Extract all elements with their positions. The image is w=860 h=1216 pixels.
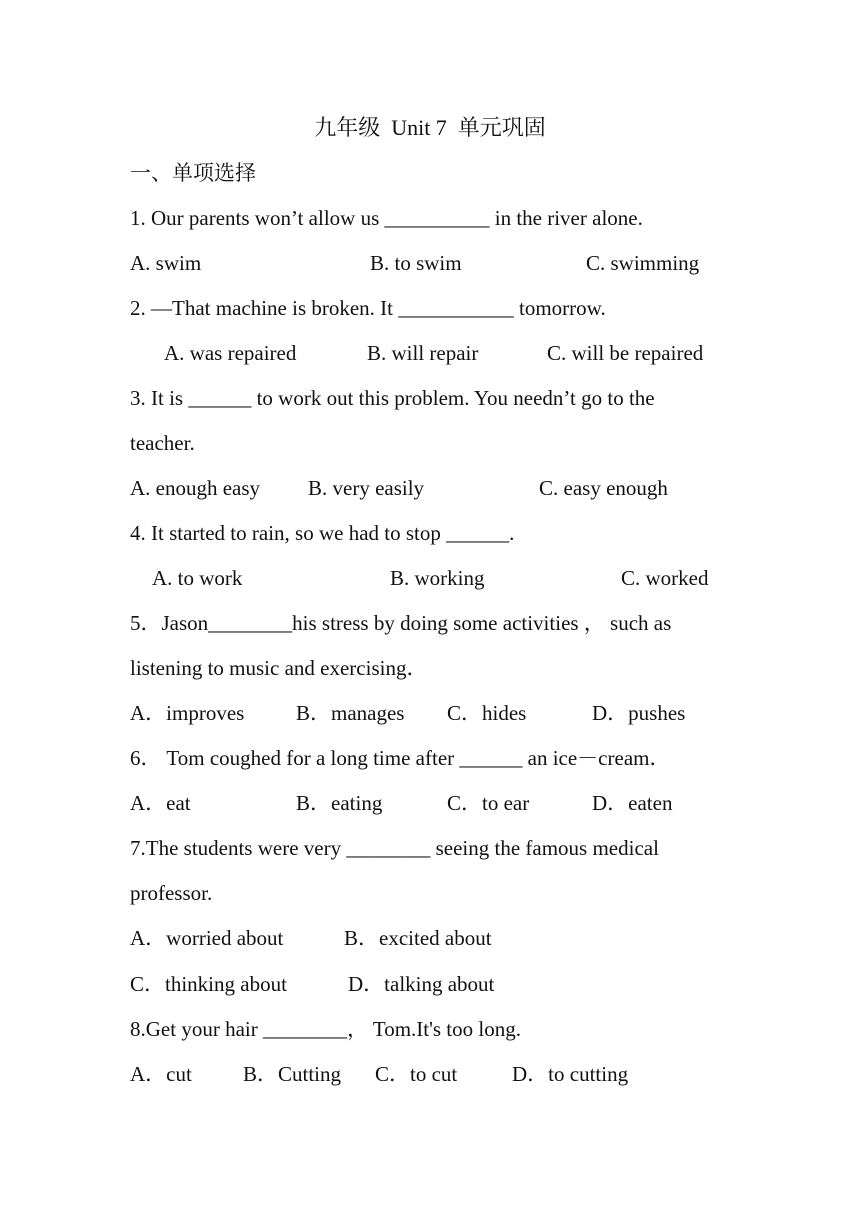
option-d: D．pushes: [592, 701, 686, 725]
option-a: A．improves: [130, 701, 245, 725]
section-heading: 一、单项选择: [130, 161, 256, 185]
option-b: B. working: [390, 566, 485, 590]
question-4-stem: 4. It started to rain, so we had to stop ______.: [130, 521, 515, 545]
question-7-stem-cont: professor.: [130, 881, 213, 905]
option-c: C．to ear: [447, 791, 530, 815]
option-a: A. was repaired: [164, 341, 297, 365]
option-c: C. swimming: [586, 251, 700, 275]
option-b: B. will repair: [367, 341, 479, 365]
option-c: C. will be repaired: [547, 341, 704, 365]
option-d: D．talking about: [348, 972, 495, 996]
document-title: 九年级 Unit 7 单元巩固: [314, 115, 546, 140]
option-d: D．to cutting: [512, 1062, 629, 1086]
option-d: D．eaten: [592, 791, 673, 815]
option-a: A．eat: [130, 791, 191, 815]
option-b: B．Cutting: [243, 1062, 342, 1086]
option-b: B. very easily: [308, 476, 425, 500]
question-5-stem-cont: listening to music and exercising．: [130, 656, 428, 680]
option-b: B. to swim: [370, 251, 462, 275]
question-7-stem: 7.The students were very ________ seeing the famous medical: [130, 836, 659, 860]
option-b: B．eating: [296, 791, 383, 815]
question-6-stem: 6． Tom coughed for a long time after ______ an ice－cream．: [130, 746, 671, 770]
option-b: B．excited about: [344, 926, 492, 950]
option-a: A. to work: [152, 566, 243, 590]
option-c: C. worked: [621, 566, 709, 590]
question-3-stem: 3. It is ______ to work out this problem. You needn’t go to the: [130, 386, 655, 410]
question-1-stem: 1. Our parents won’t allow us __________ in the river alone.: [130, 206, 643, 230]
option-b: B．manages: [296, 701, 405, 725]
option-c: C．to cut: [375, 1062, 458, 1086]
option-a: A. enough easy: [130, 476, 261, 500]
question-2-stem: 2. —That machine is broken. It ___________ tomorrow.: [130, 296, 606, 320]
option-a: A. swim: [130, 251, 202, 275]
question-3-stem-cont: teacher.: [130, 431, 195, 455]
option-c: C．thinking about: [130, 972, 287, 996]
option-a: A．worried about: [130, 926, 284, 950]
option-c: C．hides: [447, 701, 527, 725]
question-5-stem: 5．Jason________his stress by doing some activities ， such as: [130, 611, 672, 635]
option-a: A．cut: [130, 1062, 192, 1086]
option-c: C. easy enough: [539, 476, 668, 500]
question-8-stem: 8.Get your hair ________， Tom.It's too long.: [130, 1017, 521, 1041]
